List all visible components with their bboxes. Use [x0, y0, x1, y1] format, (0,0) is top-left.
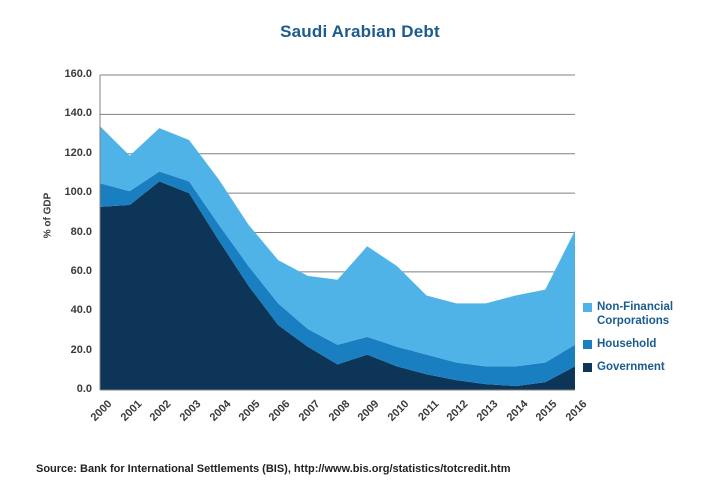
y-tick-label: 140.0 [64, 107, 92, 120]
legend-item[interactable] [583, 300, 720, 328]
legend-item-label: Non-Financial Corporations [597, 301, 674, 327]
x-tick-label: 2012 [444, 398, 471, 424]
x-tick-label: 2008 [326, 398, 352, 424]
x-tick-label: 2005 [237, 398, 263, 424]
x-tick-label: 2011 [415, 398, 442, 424]
y-tick-label: 40.0 [70, 304, 92, 317]
legend-item[interactable] [583, 337, 720, 351]
x-tick-label: 2016 [563, 398, 590, 424]
chart-legend [583, 300, 720, 383]
y-tick-label: 120.0 [64, 146, 92, 159]
y-tick-label: 0.0 [76, 383, 92, 395]
legend-item-label: Government [597, 361, 665, 373]
y-tick-label: 160.0 [64, 68, 92, 80]
x-tick-label: 2015 [533, 398, 560, 424]
chart-title: Saudi Arabian Debt [280, 22, 440, 41]
x-tick-label: 2006 [266, 398, 293, 424]
x-tick-label: 2014 [504, 398, 531, 424]
x-tick-label: 2010 [385, 398, 412, 424]
x-tick-label: 2013 [474, 398, 501, 424]
x-tick-label: 2003 [177, 398, 204, 424]
y-axis-title: % of GDP [42, 192, 54, 239]
legend-swatch-icon [583, 340, 592, 349]
x-tick-label: 2009 [355, 398, 382, 424]
legend-item-label: Household [597, 338, 657, 350]
x-tick-label: 2000 [88, 398, 115, 424]
x-tick-label: 2004 [207, 398, 234, 424]
legend-swatch-icon [583, 363, 592, 372]
y-tick-label: 80.0 [70, 225, 92, 238]
legend-item[interactable] [583, 360, 720, 374]
x-tick-label: 2002 [148, 398, 174, 424]
source-note: Source: Bank for International Settlements (BIS), http://www.bis.org/statistics/totcredit.htm [36, 463, 511, 475]
legend-swatch-icon [583, 303, 592, 312]
y-tick-label: 100.0 [64, 186, 92, 199]
y-tick-label: 20.0 [70, 343, 92, 356]
x-tick-label: 2001 [118, 398, 145, 424]
x-tick-label: 2007 [296, 398, 323, 424]
y-tick-label: 60.0 [70, 264, 92, 277]
